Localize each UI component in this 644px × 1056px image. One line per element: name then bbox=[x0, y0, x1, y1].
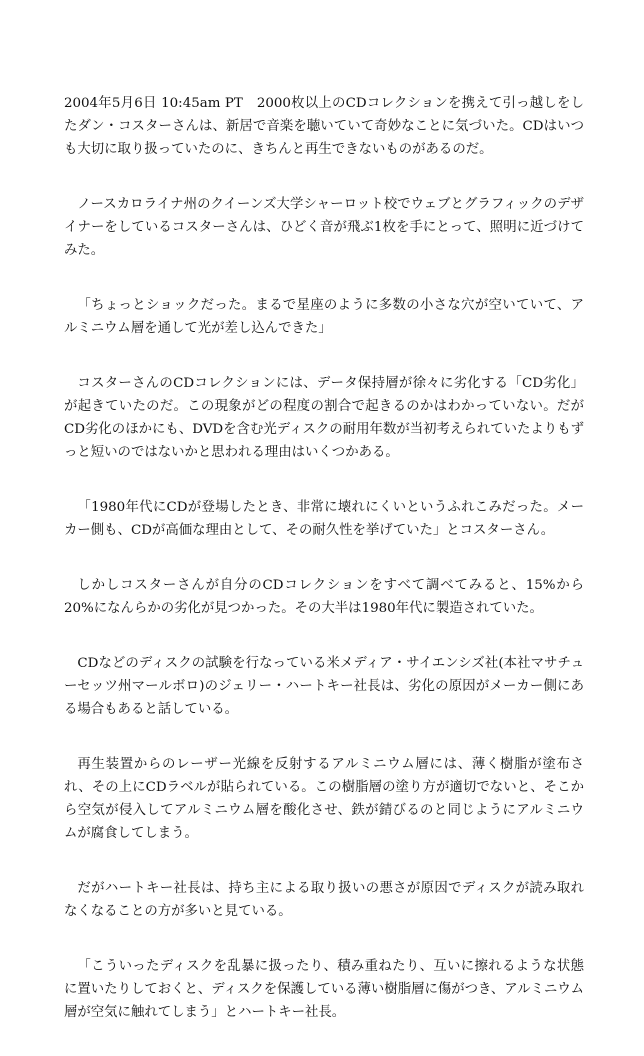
paragraph-text: 2000枚以上のCDコレクションを携えて引っ越しをしたダン・コスターさんは、新居で音楽を聴いていて奇妙なことに気づいた。CDはいつも大切に取り扱っていたのに、きちんと再生できないものがあるのだ。 bbox=[64, 96, 585, 157]
article-paragraph: ノースカロライナ州のクイーンズ大学シャーロット校でウェブとグラフィックのデザイナーをしているコスターさんは、ひどく音が飛ぶ1枚を手にとって、照明に近づけてみた。 bbox=[64, 197, 584, 258]
article-paragraph: 再生装置からのレーザー光線を反射するアルミニウム層には、薄く樹脂が塗布され、その上にCDラベルが貼られている。この樹脂層の塗り方が適切でないと、そこから空気が侵入してアルミニウム層を酸化させ、鉄が錆びるのと同じようにアルミニウムが腐食してしまう。 bbox=[64, 757, 584, 841]
article-paragraph: コスターさんのCDコレクションには、データ保持層が徐々に劣化する「CD劣化」が起きていたのだ。この現象がどの程度の割合で起きるのかはわかっていない。だがCD劣化のほかにも、DVDを含む光ディスクの耐用年数が当初考えられていたよりもずっと短いのではないかと思われる理由はいくつかある。 bbox=[64, 376, 584, 460]
article-paragraph: 「ちょっとショックだった。まるで星座のように多数の小さな穴が空いていて、アルミニウム層を通して光が差し込んできた」 bbox=[64, 298, 584, 336]
article-paragraph: CDなどのディスクの試験を行なっている米メディア・サイエンシズ社(本社マサチューセッツ州マールボロ)のジェリー・ハートキー社長は、劣化の原因がメーカー側にある場合もあると話している。 bbox=[64, 656, 584, 717]
article-paragraph: 「1980年代にCDが登場したとき、非常に壊れにくいというふれこみだった。メーカー側も、CDが高価な理由として、その耐久性を挙げていた」とコスターさん。 bbox=[64, 500, 584, 538]
article-paragraph-lead bbox=[64, 92, 584, 161]
article-body bbox=[64, 92, 584, 1056]
article-paragraph: だがハートキー社長は、持ち主による取り扱いの悪さが原因でディスクが読み取れなくなることの方が多いと見ている。 bbox=[64, 881, 584, 919]
article-paragraph: しかしコスターさんが自分のCDコレクションをすべて調べてみると、15%から20%になんらかの劣化が見つかった。その大半は1980年代に製造されていた。 bbox=[64, 578, 584, 616]
article-dateline: 2004年5月6日 10:45am PT bbox=[64, 96, 243, 111]
article-paragraph: 「こういったディスクを乱暴に扱ったり、積み重ねたり、互いに擦れるような状態に置いたりしておくと、ディスクを保護している薄い樹脂層に傷がつき、アルミニウム層が空気に触れてしまう」とハートキー社長。 bbox=[64, 959, 584, 1020]
